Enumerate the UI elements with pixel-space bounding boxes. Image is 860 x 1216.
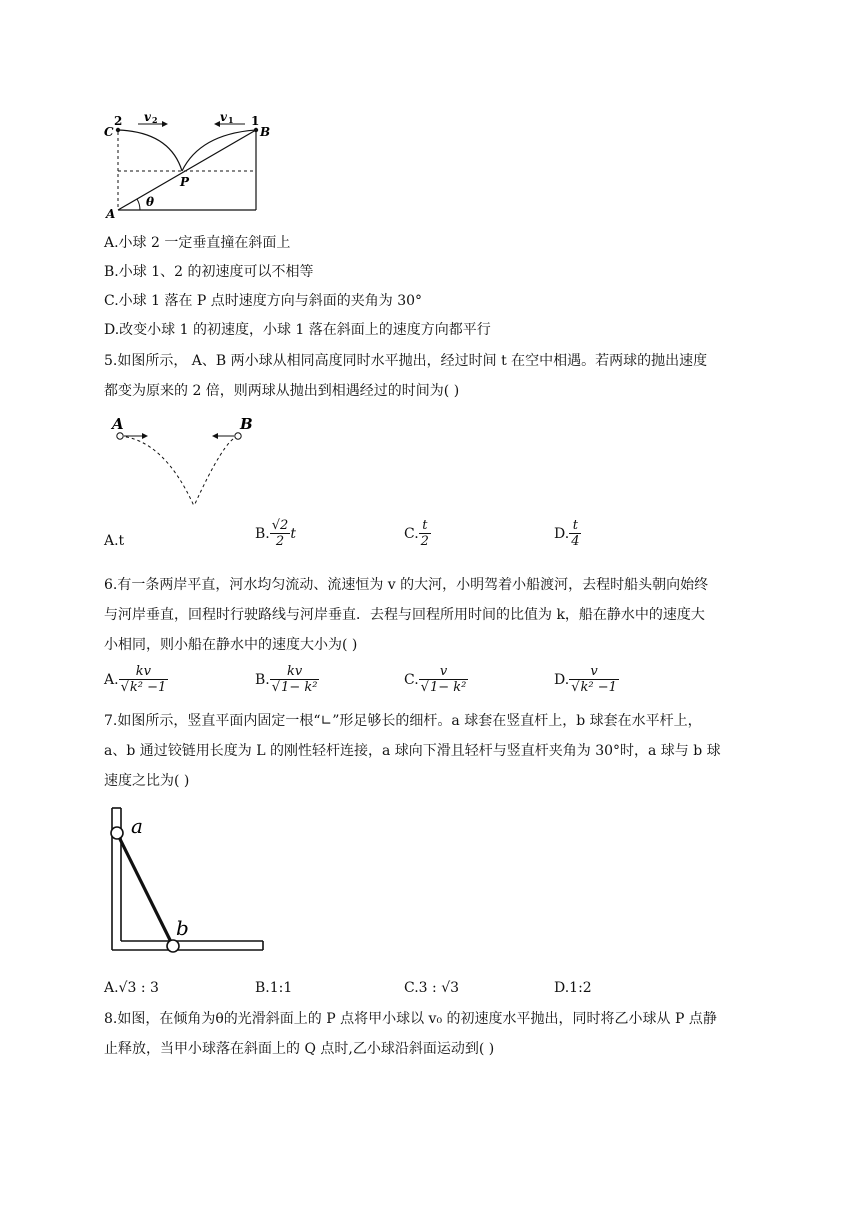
q6-option-a: A. $\frac{kv}{\text{√k² −1}}$ bbox=[104, 664, 167, 695]
q6-option-a-num: kv bbox=[135, 664, 152, 679]
q4-option-b: B.小球 1、2 的初速度可以不相等 bbox=[104, 264, 314, 280]
q6-option-a-prefix: A. bbox=[104, 672, 119, 688]
q5-option-b-den: 2 bbox=[270, 533, 291, 550]
q5-option-d-num: t bbox=[572, 518, 578, 533]
q6-option-b-prefix: B. bbox=[255, 672, 270, 688]
q6-option-a-den: k² −1 bbox=[129, 680, 167, 695]
q7-fig-label-a: a bbox=[131, 814, 143, 838]
q6-option-c-prefix: C. bbox=[404, 672, 419, 688]
q6-option-b-num: kv bbox=[286, 664, 303, 679]
q7-figure bbox=[100, 800, 270, 960]
q7-stem-line1: 7.如图所示，竖直平面内固定一根“∟”形足够长的细杆。a 球套在竖直杆上，b 球套在水平杆上， bbox=[104, 713, 702, 729]
fig4-sub-2: 2 bbox=[152, 115, 158, 125]
fig4-sub-1: 1 bbox=[228, 115, 234, 125]
q6-option-d-num: v bbox=[590, 664, 598, 679]
q5-option-b-prefix: B. bbox=[255, 526, 270, 542]
fig4-label-v2: v bbox=[144, 110, 151, 124]
q5-stem-line1: 5.如图所示， A、B 两小球从相同高度同时水平抛出，经过时间 t 在空中相遇。若两球的抛出速度 bbox=[104, 353, 708, 369]
q5-option-c bbox=[404, 518, 431, 550]
q4-option-d: D.改变小球 1 的初速度，小球 1 落在斜面上的速度方向都平行 bbox=[104, 322, 491, 338]
fig4-label-2: 2 bbox=[114, 114, 123, 128]
q5-option-d bbox=[554, 518, 581, 550]
fig4-label-v1: v bbox=[220, 110, 227, 124]
q5-option-b-suffix: t bbox=[290, 526, 296, 542]
q8-stem-line2: 止释放，当甲小球落在斜面上的 Q 点时,乙小球沿斜面运动到( ) bbox=[104, 1041, 495, 1057]
q7-option-b: B.1:1 bbox=[255, 980, 293, 996]
q4-option-c: C.小球 1 落在 P 点时速度方向与斜面的夹角为 30° bbox=[104, 293, 423, 309]
q6-option-c: C. $\frac{v}{\text{√1− k²}}$ bbox=[404, 664, 467, 695]
fig4-label-A: A bbox=[106, 207, 116, 221]
q6-stem-line1: 6.有一条两岸平直，河水均匀流动、流速恒为 v 的大河，小明驾着小船渡河，去程时船头朝向始终 bbox=[104, 577, 709, 593]
q6-option-b-den: 1− k² bbox=[281, 680, 318, 695]
q7-option-a: A.√3 : 3 bbox=[104, 980, 159, 996]
q7-option-d: D.1:2 bbox=[554, 980, 592, 996]
q5-option-a: A.t bbox=[104, 533, 125, 549]
q5-option-c-prefix: C. bbox=[404, 526, 419, 542]
q5-option-c-num: t bbox=[422, 518, 428, 533]
q6-option-d: D. $\frac{v}{\text{√k² −1}}$ bbox=[554, 664, 617, 695]
q7-option-c: C.3 : √3 bbox=[404, 980, 460, 996]
q5-stem-line2: 都变为原来的 2 倍，则两球从抛出到相遇经过的时间为( ) bbox=[104, 383, 460, 399]
q6-stem-line2: 与河岸垂直，回程时行驶路线与河岸垂直．去程与回程所用时间的比值为 k，船在静水中的速度大 bbox=[104, 607, 705, 623]
fig4-label-C: C bbox=[104, 125, 114, 139]
q6-option-c-num: v bbox=[439, 664, 448, 679]
q6-option-d-den: k² −1 bbox=[580, 680, 617, 695]
q5-fig-label-B: B bbox=[240, 415, 253, 433]
q5-option-c-den: 2 bbox=[420, 534, 429, 549]
q5-option-d-prefix: D. bbox=[554, 526, 570, 542]
q5-figure bbox=[106, 412, 266, 512]
q7-fig-label-b: b bbox=[176, 916, 189, 940]
q6-option-b: B. $\frac{kv}{\text{√1− k²}}$ bbox=[255, 664, 318, 695]
q6-option-d-prefix: D. bbox=[554, 672, 570, 688]
q5-fig-label-A: A bbox=[112, 415, 124, 433]
q4-option-a: A.小球 2 一定垂直撞在斜面上 bbox=[104, 235, 291, 251]
q5-option-b-num: √2 bbox=[271, 518, 289, 533]
q5-option-b bbox=[255, 518, 296, 550]
q5-option-d-den: 4 bbox=[571, 534, 580, 549]
q7-stem-line2: a、b 通过铰链用长度为 L 的刚性轻杆连接，a 球向下滑且轻杆与竖直杆夹角为 30°时，a 球与 b 球 bbox=[104, 743, 721, 759]
fig4-label-1: 1 bbox=[251, 114, 260, 128]
q7-stem-line3: 速度之比为( ) bbox=[104, 773, 190, 789]
fig4-label-P: P bbox=[180, 175, 190, 189]
fig4-label-theta: θ bbox=[146, 195, 155, 209]
q6-stem-line3: 小相同，则小船在静水中的速度大小为( ) bbox=[104, 637, 358, 653]
q6-option-c-den: 1− k² bbox=[429, 680, 467, 695]
q8-stem-line1: 8.如图，在倾角为θ的光滑斜面上的 P 点将甲小球以 v₀ 的初速度水平抛出，同时将乙小球从 P 点静 bbox=[104, 1011, 717, 1027]
q4-figure bbox=[100, 110, 280, 222]
fig4-label-B: B bbox=[260, 125, 271, 139]
